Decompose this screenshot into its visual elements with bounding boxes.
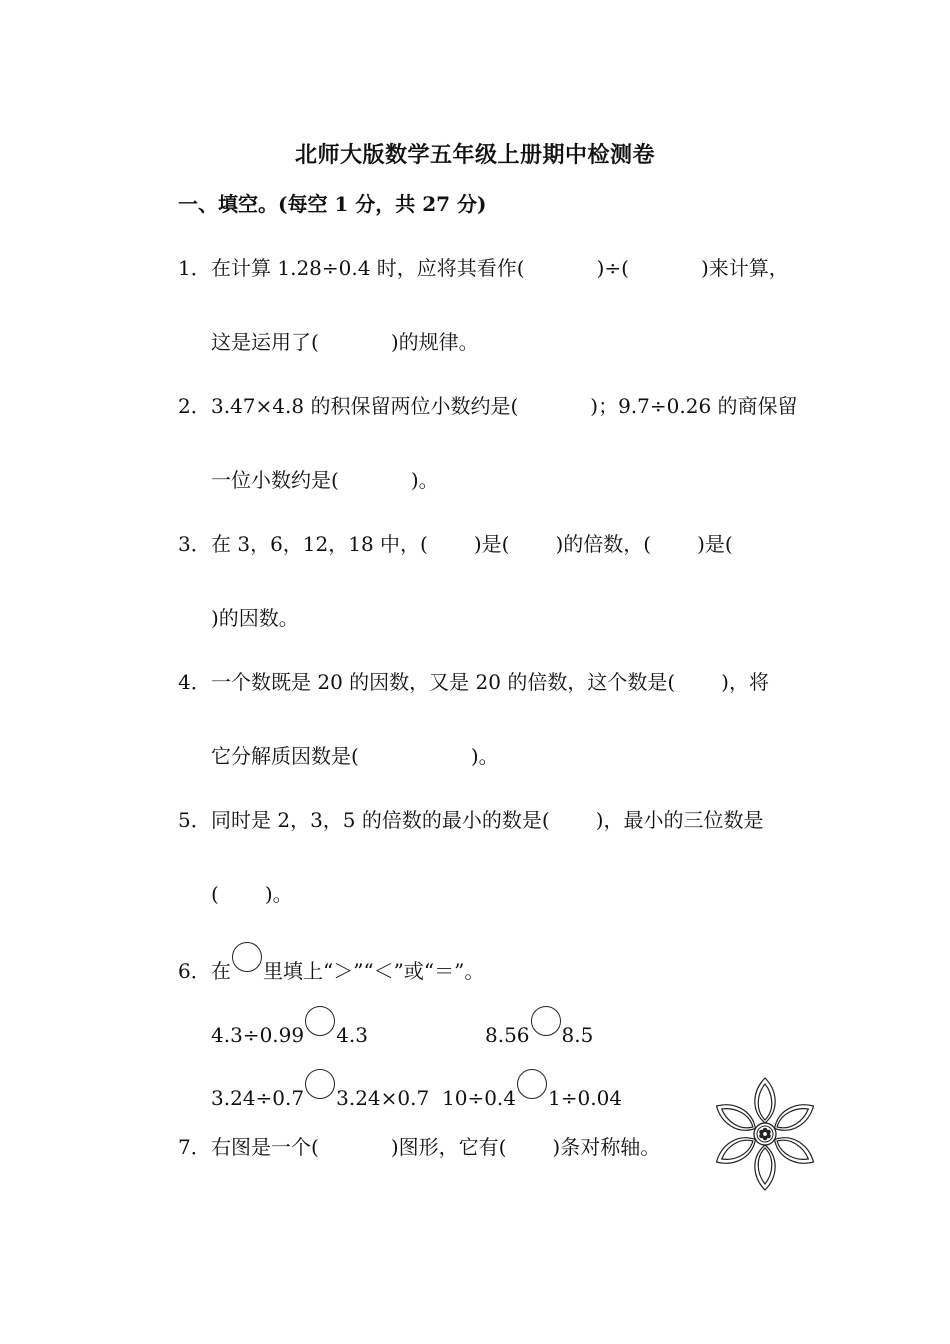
petal	[755, 1145, 775, 1190]
question-text: )。	[410, 468, 439, 492]
question-text: 3.47×4.8 的积保留两位小数约是(	[211, 394, 519, 418]
comparison-left: 8.56	[485, 1023, 530, 1047]
question-text: 在	[211, 959, 231, 983]
question-1-line-1	[178, 252, 789, 281]
question-text: )，将	[721, 670, 769, 694]
question-4-line-1	[178, 666, 769, 695]
question-text: )是(	[473, 532, 510, 556]
question-text: )÷(	[596, 256, 629, 280]
question-text: 里填上“＞”“＜”或“＝”。	[263, 959, 485, 983]
comparison-right: 1÷0.04	[548, 1086, 623, 1110]
question-text: )条对称轴。	[552, 1135, 661, 1159]
comparison-item	[442, 1069, 622, 1110]
symmetric-flower-figure	[712, 1076, 818, 1192]
comparison-circle-icon	[232, 942, 262, 972]
question-number: 4．	[178, 670, 211, 694]
question-4-line-2	[211, 740, 499, 769]
question-number: 1．	[178, 256, 211, 280]
question-text: 右图是一个(	[211, 1135, 319, 1159]
comparison-left: 3.24÷0.7	[211, 1086, 305, 1110]
comparison-circle-input[interactable]	[305, 1006, 335, 1036]
question-text: )；9.7÷0.26 的商保留	[590, 394, 798, 418]
question-text: )图形，它有(	[390, 1135, 507, 1159]
comparison-item	[485, 1006, 593, 1047]
question-text: )，最小的三位数是	[595, 808, 764, 832]
question-text: )是(	[697, 532, 733, 556]
question-text: 一位小数约是(	[211, 468, 339, 492]
question-number: 2．	[178, 394, 211, 418]
question-6-instruction	[178, 942, 484, 984]
question-3-line-2	[211, 602, 299, 631]
question-3-line-1	[178, 528, 733, 557]
question-text: )来计算，	[701, 256, 789, 280]
question-1-line-2	[211, 326, 479, 355]
question-text: (	[211, 882, 219, 906]
question-text: 同时是 2，3，5 的倍数的最小的数是(	[211, 808, 550, 832]
question-5-line-1	[178, 804, 764, 833]
question-text: )的规律。	[390, 330, 479, 354]
question-5-line-2	[211, 878, 293, 907]
comparison-circle-input[interactable]	[517, 1069, 547, 1099]
comparison-item	[211, 1006, 368, 1047]
petal	[755, 1078, 775, 1123]
question-text: 这是运用了(	[211, 330, 319, 354]
question-2-line-2	[211, 464, 439, 493]
comparison-circle-input[interactable]	[531, 1006, 561, 1036]
section-heading-fill-in: 一、填空。(每空 1 分，共 27 分)	[178, 192, 487, 216]
question-number: 6．	[178, 959, 211, 983]
question-text: )的因数。	[211, 606, 299, 630]
question-text: 它分解质因数是(	[211, 744, 359, 768]
flower-center	[754, 1123, 776, 1145]
comparison-left: 4.3÷0.99	[211, 1023, 305, 1047]
page-title: 北师大版数学五年级上册期中检测卷	[294, 143, 655, 168]
comparison-right: 8.5	[561, 1023, 594, 1047]
question-number: 5．	[178, 808, 211, 832]
petal	[712, 1131, 761, 1171]
comparison-right: 4.3	[336, 1023, 368, 1047]
question-7-line-1	[178, 1131, 660, 1160]
question-text: 在计算 1.28÷0.4 时，应将其看作(	[211, 256, 525, 280]
comparison-item	[211, 1069, 429, 1110]
question-text: )。	[264, 882, 293, 906]
comparison-right: 3.24×0.7	[336, 1086, 430, 1110]
question-2-line-1	[178, 390, 798, 419]
question-text: )的倍数，(	[555, 532, 652, 556]
question-text: 在 3，6，12，18 中，(	[211, 532, 428, 556]
question-number: 3．	[178, 532, 211, 556]
comparison-circle-input[interactable]	[305, 1069, 335, 1099]
question-number: 7．	[178, 1135, 211, 1159]
question-text: )。	[470, 744, 499, 768]
petal	[769, 1131, 818, 1171]
petal	[769, 1097, 818, 1137]
petal	[712, 1097, 761, 1137]
comparison-left: 10÷0.4	[442, 1086, 517, 1110]
question-text: 一个数既是 20 的因数，又是 20 的倍数，这个数是(	[211, 670, 676, 694]
